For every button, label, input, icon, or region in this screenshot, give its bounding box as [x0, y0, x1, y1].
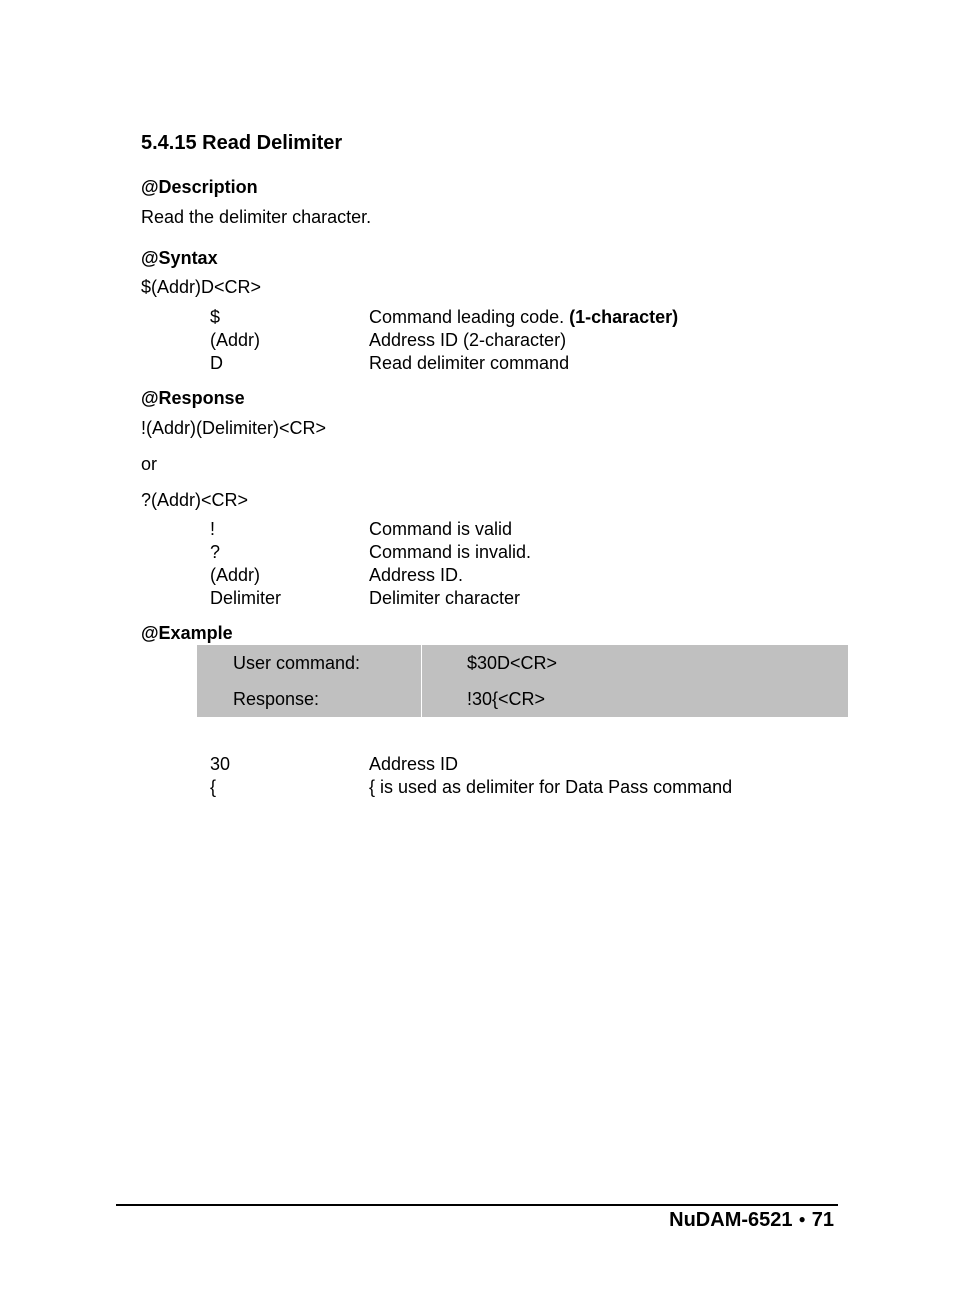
- example-label: User command:: [197, 645, 422, 681]
- syntax-desc-bold: (1-character): [569, 307, 679, 327]
- example-desc: { is used as delimiter for Data Pass command: [369, 777, 733, 797]
- syntax-term: (Addr): [210, 330, 261, 350]
- response-term: (Addr): [210, 565, 261, 585]
- syntax-desc-text: Command leading code.: [369, 307, 570, 327]
- example-label: Response:: [197, 681, 422, 717]
- syntax-term: $: [210, 307, 221, 327]
- example-row: [197, 645, 848, 681]
- page-footer: [669, 1209, 834, 1232]
- response-term: !: [210, 519, 216, 539]
- example-value: !30{<CR>: [467, 688, 546, 709]
- syntax-term: D: [210, 353, 223, 373]
- footer-product: NuDAM-6521: [669, 1209, 793, 1231]
- syntax-command: $(Addr)D<CR>: [141, 277, 262, 297]
- page-number: 71: [811, 1209, 834, 1231]
- response-term: ?: [210, 542, 221, 562]
- response-line2: ?(Addr)<CR>: [141, 490, 249, 510]
- response-heading: @Response: [141, 388, 245, 408]
- example-value: $30D<CR>: [467, 652, 558, 673]
- response-desc: Command is invalid.: [369, 542, 532, 562]
- response-desc: Delimiter character: [369, 588, 521, 608]
- syntax-heading: @Syntax: [141, 248, 218, 268]
- response-desc: Address ID.: [369, 565, 464, 585]
- example-term: 30: [210, 754, 231, 774]
- bullet-icon: ●: [798, 1211, 806, 1226]
- example-table: [197, 645, 848, 717]
- syntax-desc: Read delimiter command: [369, 353, 570, 373]
- response-or: or: [141, 454, 158, 474]
- example-heading: @Example: [141, 623, 233, 643]
- response-desc: Command is valid: [369, 519, 513, 539]
- syntax-desc: [369, 307, 678, 328]
- example-desc: Address ID: [369, 754, 459, 774]
- section-title: 5.4.15 Read Delimiter: [141, 132, 343, 154]
- response-line1: !(Addr)(Delimiter)<CR>: [141, 418, 327, 438]
- example-row: [197, 681, 848, 717]
- footer-rule: [116, 1204, 838, 1206]
- syntax-desc: Address ID (2-character): [369, 330, 567, 350]
- description-heading: @Description: [141, 177, 258, 197]
- example-term: {: [210, 777, 217, 797]
- description-text: Read the delimiter character.: [141, 207, 372, 227]
- response-term: Delimiter: [210, 588, 282, 608]
